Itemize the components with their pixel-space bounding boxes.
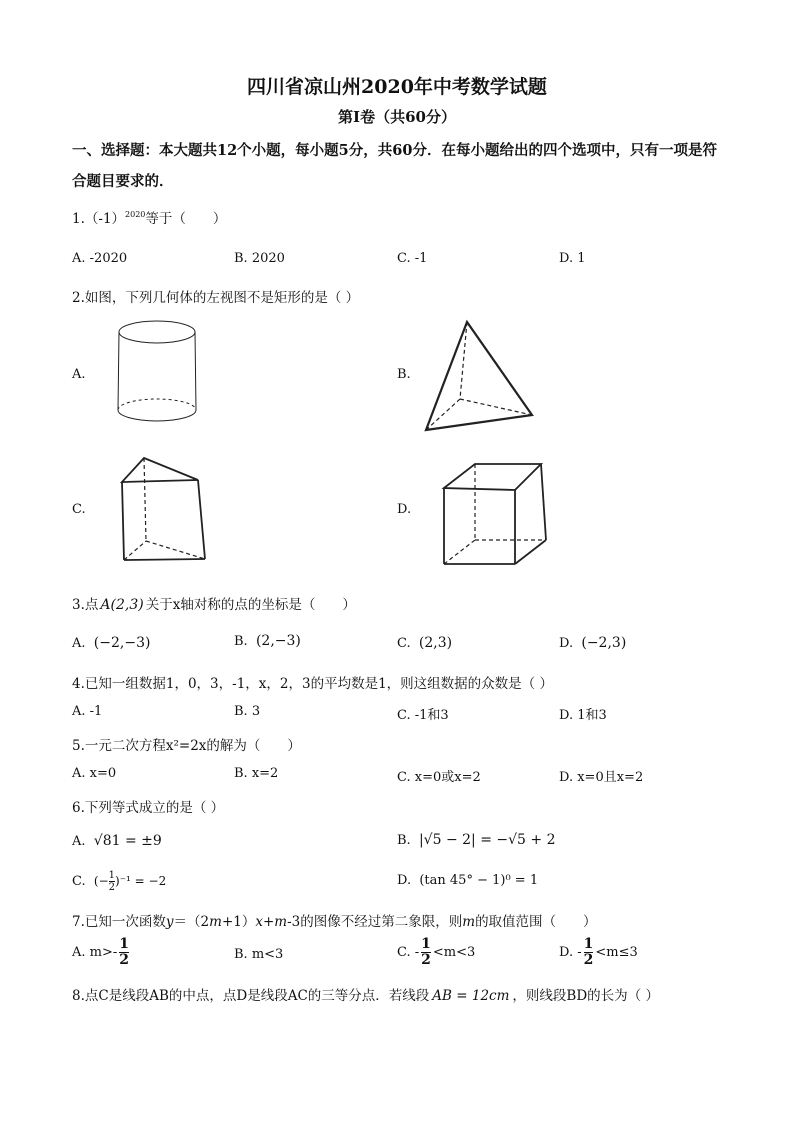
q3-option-b: B. (2,−3) [234,633,301,649]
tetrahedron-icon [420,318,538,433]
q4-option-b: B. 3 [234,704,261,719]
q7-option-b: B. m<3 [234,947,284,962]
q1-option-b: B. 2020 [234,251,285,266]
q2-option-d-label: D. [397,502,412,517]
q5-option-a: A. x=0 [72,766,117,781]
question-8-stem: 8.点C是线段AB的中点，点D是线段AC的三等分点．若线段 AB = 12cm ，则线段BD的长为（ ） [72,988,659,1004]
q6-option-c: C. (− $\frac{1}{2}$ )⁻¹ = −2 [72,870,167,893]
q6-option-a: A. √81 = ±9 [72,833,162,849]
cube-icon [440,460,552,570]
question-3-stem: 3.点 A(2,3) 关于x轴对称的点的坐标是（ ） [72,597,356,613]
q6-option-d: D. (tan 45° − 1)⁰ = 1 [397,873,539,888]
question-7-stem: 7.已知一次函数y＝（2m+1）x+m-3的图像不经过第二象限，则m的取值范围（ ） [72,914,597,930]
q1-option-c: C. -1 [397,251,428,266]
q7-option-a: A. m>- $\frac{1}{2}$ [72,936,130,968]
section-instructions: 一、选择题：本大题共12个小题，每小题5分，共60分．在每小题给出的四个选项中，只有一项是符合题目要求的． [72,142,717,190]
q4-option-d: D. 1和3 [559,708,607,723]
question-6-stem: 6.下列等式成立的是（ ） [72,800,225,816]
q3-option-a: A. (−2,−3) [72,635,151,651]
question-1-stem: $1.(-1)^{2020}$等于（ ） [72,210,227,227]
page-title: 四川省凉山州2020年中考数学试题 [247,76,547,98]
cylinder-icon [112,318,202,430]
triangular-prism-icon [115,455,215,565]
q7-option-d: D. - $\frac{1}{2}$ <m≤3 [559,936,638,968]
q5-option-b: B. x=2 [234,766,279,781]
page-subtitle: 第Ⅰ卷（共60分） [338,108,456,126]
q2-option-c-label: C. [72,502,86,517]
question-2-stem: 2.如图，下列几何体的左视图不是矩形的是（ ） [72,290,360,306]
q1-option-d: D. 1 [559,251,586,266]
q4-option-a: A. -1 [72,704,103,719]
q7-option-c: C. - $\frac{1}{2}$ <m<3 [397,936,476,968]
q4-option-c: C. -1和3 [397,708,449,723]
question-5-stem: 5.一元二次方程x²=2x的解为（ ） [72,738,301,754]
q2-option-b-label: B. [397,367,411,382]
q2-option-a-label: A. [72,367,86,382]
q6-option-b: B. |√5 − 2| = −√5 + 2 [397,832,556,848]
q5-option-c: C. x=0或x=2 [397,770,481,785]
q1-option-a: A. -2020 [72,251,128,266]
q3-option-d: D. (−2,3) [559,635,627,651]
q3-option-c: C. (2,3) [397,635,453,651]
q5-option-d: D. x=0且x=2 [559,770,644,785]
question-4-stem: 4.已知一组数据1，0，3，-1，x，2，3的平均数是1，则这组数据的众数是（ ） [72,676,553,692]
